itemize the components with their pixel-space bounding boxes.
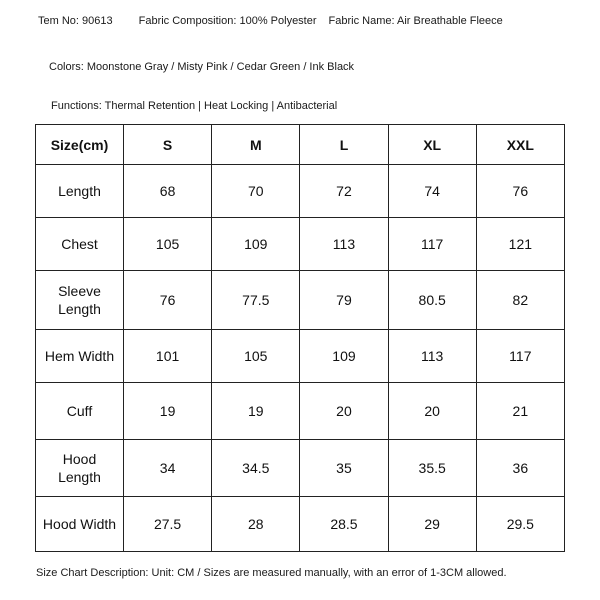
size-chart-table (35, 124, 565, 552)
table-cell: 20 (388, 383, 476, 440)
row-label-sleeve-length: Sleeve Length (36, 271, 124, 330)
table-cell: 72 (300, 165, 388, 218)
colors-line: Colors: Moonstone Gray / Misty Pink / Cedar Green / Ink Black (49, 61, 355, 73)
table-cell: 82 (476, 271, 564, 330)
table-cell: 28.5 (300, 497, 388, 552)
table-cell: 101 (124, 330, 212, 383)
table-row (36, 330, 565, 383)
table-cell: 80.5 (388, 271, 476, 330)
table-cell: 29.5 (476, 497, 564, 552)
table-cell: 19 (124, 383, 212, 440)
table-cell: 113 (388, 330, 476, 383)
table-cell: 27.5 (124, 497, 212, 552)
table-cell: 34.5 (212, 440, 300, 497)
column-header-m: M (212, 125, 300, 165)
row-label-chest: Chest (36, 218, 124, 271)
table-cell: 36 (476, 440, 564, 497)
row-label-cuff: Cuff (36, 383, 124, 440)
product-info-line (38, 15, 503, 27)
table-row (36, 271, 565, 330)
size-chart-description: Size Chart Description: Unit: CM / Sizes are measured manually, with an error of 1-3CM allowed. (36, 567, 507, 579)
column-header-xxl: XXL (476, 125, 564, 165)
table-header-row (36, 125, 565, 165)
column-header-s: S (124, 125, 212, 165)
table-cell: 34 (124, 440, 212, 497)
column-header-l: L (300, 125, 388, 165)
table-row (36, 218, 565, 271)
table-cell: 68 (124, 165, 212, 218)
table-cell: 19 (212, 383, 300, 440)
table-row (36, 440, 565, 497)
functions-line: Functions: Thermal Retention | Heat Locking | Antibacterial (51, 100, 338, 112)
table-row (36, 165, 565, 218)
table-cell: 20 (300, 383, 388, 440)
table-cell: 28 (212, 497, 300, 552)
table-cell: 77.5 (212, 271, 300, 330)
row-label-length: Length (36, 165, 124, 218)
table-cell: 109 (300, 330, 388, 383)
row-label-hood-width: Hood Width (36, 497, 124, 552)
column-header-xl: XL (388, 125, 476, 165)
table-cell: 105 (212, 330, 300, 383)
table-cell: 105 (124, 218, 212, 271)
row-label-hem-width: Hem Width (36, 330, 124, 383)
column-header-size: Size(cm) (36, 125, 124, 165)
item-number: Tem No: 90613 (38, 15, 113, 27)
table-cell: 70 (212, 165, 300, 218)
table-cell: 21 (476, 383, 564, 440)
table-cell: 74 (388, 165, 476, 218)
table-cell: 29 (388, 497, 476, 552)
fabric-name: Fabric Name: Air Breathable Fleece (328, 15, 503, 27)
fabric-composition: Fabric Composition: 100% Polyester (138, 15, 317, 27)
table-cell: 35.5 (388, 440, 476, 497)
table-cell: 121 (476, 218, 564, 271)
row-label-hood-length: Hood Length (36, 440, 124, 497)
table-row (36, 497, 565, 552)
table-cell: 79 (300, 271, 388, 330)
table-row (36, 383, 565, 440)
table-cell: 113 (300, 218, 388, 271)
table-cell: 35 (300, 440, 388, 497)
table-cell: 109 (212, 218, 300, 271)
table-cell: 117 (388, 218, 476, 271)
table-cell: 76 (476, 165, 564, 218)
table-cell: 76 (124, 271, 212, 330)
table-cell: 117 (476, 330, 564, 383)
